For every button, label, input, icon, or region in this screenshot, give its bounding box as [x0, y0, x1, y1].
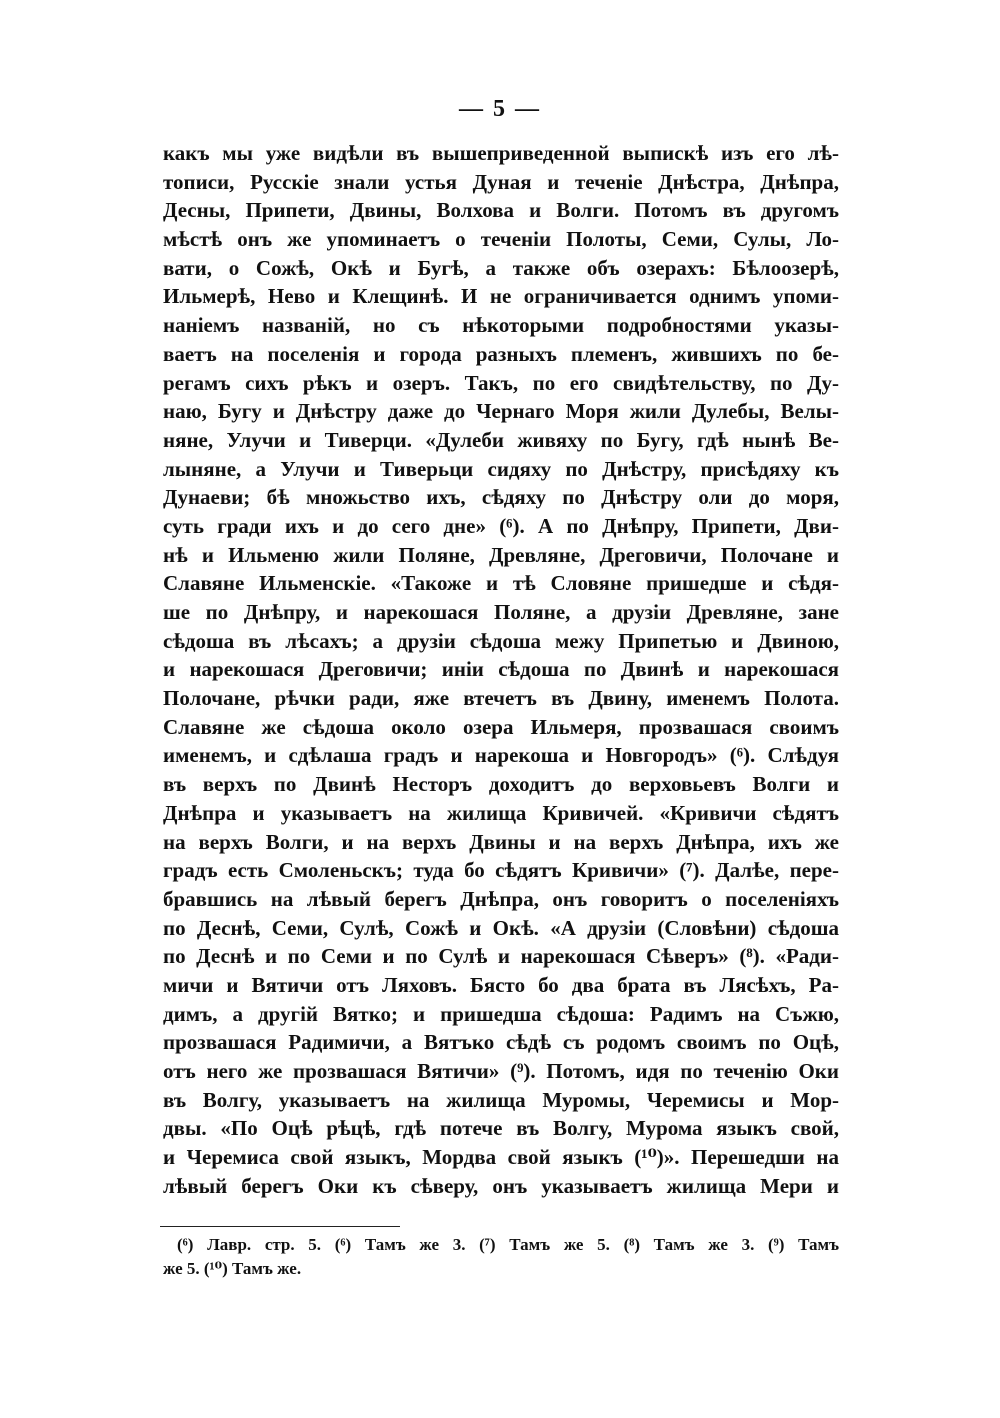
- text-line: въ верхъ по Двинѣ Несторъ доходитъ до верховьевъ Волги и: [163, 772, 839, 797]
- text-line: мичи и Вятичи отъ Ляховъ. Бясто бо два брата въ Лясѣхъ, Ра-: [163, 972, 839, 997]
- text-line: прозвашася Радимичи, а Вятъко сѣдѣ съ родомъ своимъ по Оцѣ,: [163, 1030, 839, 1055]
- text-line: лѣвый берегъ Оки къ сѣверу, онъ указываетъ жилища Мери и: [163, 1173, 839, 1198]
- text-line: по Деснѣ, Семи, Сулѣ, Сожѣ и Окѣ. «А друзіи (Словѣни) сѣдоша: [163, 915, 839, 940]
- text-line: лыняне, а Улучи и Тиверьци сидяху по Днѣстру, присѣдяху къ: [163, 456, 839, 481]
- text-line: отъ него же прозвашася Вятичи» (⁹). Потомъ, идя по теченію Оки: [163, 1059, 839, 1083]
- text-line: и нарекошася Дреговичи; иніи сѣдоша по Двинѣ и нарекошася: [163, 657, 839, 682]
- text-line: сѣдоша въ лѣсахъ; а друзіи сѣдоша межу Припетью и Двиною,: [163, 628, 839, 653]
- text-line: Днѣпра и указываетъ на жилища Кривичей. «Кривичи сѣдятъ: [163, 800, 839, 825]
- text-line: и Черемиса свой языкъ, Мордва свой языкъ (¹⁰)». Перешедши на: [163, 1145, 839, 1170]
- body-text: [163, 139, 839, 1200]
- text-line: наніемъ названій, но съ нѣкоторыми подробностями указы-: [163, 313, 839, 338]
- text-line: Славяне же сѣдоша около озера Ильмеря, прозвашася своимъ: [163, 714, 839, 739]
- text-line: двы. «По Оцѣ рѣцѣ, гдѣ потече въ Волгу, Мурома языкъ свой,: [163, 1116, 839, 1141]
- footnote-line: (⁶) Лавр. стр. 5. (⁶) Тамъ же 3. (⁷) Тамъ же 5. (⁸) Тамъ же 3. (⁹) Тамъ: [177, 1235, 839, 1254]
- text-line: вати, о Сожѣ, Окѣ и Бугѣ, а также объ озерахъ: Бѣлоозерѣ,: [163, 255, 839, 280]
- text-line: димъ, а другій Вятко; и пришедша сѣдоша: Радимъ на Съжю,: [163, 1001, 839, 1026]
- text-line: нѣ и Ильменю жили Поляне, Древляне, Дреговичи, Полочане и: [163, 542, 839, 567]
- text-line: Ильмерѣ, Нево и Клещинѣ. И не ограничивается однимъ упоми-: [163, 284, 839, 309]
- text-line: Десны, Припети, Двины, Волхова и Волги. Потомъ въ другомъ: [163, 198, 839, 223]
- text-line: ше по Днѣпру, и нарекошася Поляне, а друзіи Древляне, зане: [163, 600, 839, 624]
- text-line: суть гради ихъ и до сего дне» (⁶). А по Днѣпру, Припети, Дви-: [163, 513, 839, 538]
- footnote-divider: [160, 1226, 400, 1227]
- text-line: въ Волгу, указываетъ на жилища Муромы, Черемисы и Мор-: [163, 1087, 839, 1112]
- text-line: градъ есть Смоленьскъ; туда бо сѣдятъ Кривичи» (⁷). Далѣе, пере-: [163, 858, 839, 883]
- text-line: наю, Бугу и Днѣстру даже до Чернаго Моря жили Дулебы, Велы-: [163, 399, 839, 424]
- text-line: Славяне Ильменскіе. «Такоже и тѣ Словяне пришедше и сѣдя-: [163, 571, 839, 596]
- footnotes: [163, 1233, 839, 1281]
- text-line: бравшись на лѣвый берегъ Днѣпра, онъ говоритъ о поселеніяхъ: [163, 886, 839, 911]
- text-line: мѣстѣ онъ же упоминаетъ о теченіи Полоты, Семи, Сулы, Ло-: [163, 227, 839, 252]
- text-line: регамъ сихъ рѣкъ и озеръ. Такъ, по его свидѣтельству, по Ду-: [163, 370, 839, 395]
- text-line: ваетъ на поселенія и города разныхъ племенъ, жившихъ по бе-: [163, 341, 839, 366]
- text-line: тописи, Русскіе знали устья Дуная и теченіе Днѣстра, Днѣпра,: [163, 169, 839, 194]
- text-line: няне, Улучи и Тиверци. «Дулеби живяху по Бугу, гдѣ нынѣ Ве-: [163, 427, 839, 452]
- footnote-line: же 5. (¹⁰) Тамъ же.: [163, 1259, 302, 1278]
- text-line: по Деснѣ и по Семи и по Сулѣ и нарекошася Сѣверъ» (⁸). «Ради-: [163, 944, 839, 969]
- page-number: — 5 —: [459, 96, 541, 122]
- text-line: именемъ, и сдѣлаша градъ и нарекоша и Новгородъ» (⁶). Слѣдуя: [163, 743, 839, 768]
- text-line: Полочане, рѣчки ради, яже втечетъ въ Двину, именемъ Полота.: [163, 686, 839, 711]
- text-line: какъ мы уже видѣли въ вышеприведенной выпискѣ изъ его лѣ-: [163, 141, 839, 165]
- text-line: на верхъ Волги, и на верхъ Двины и на верхъ Днѣпра, ихъ же: [163, 829, 839, 854]
- text-line: Дунаеви; бѣ множьство ихъ, сѣдяху по Днѣстру оли до моря,: [163, 485, 839, 510]
